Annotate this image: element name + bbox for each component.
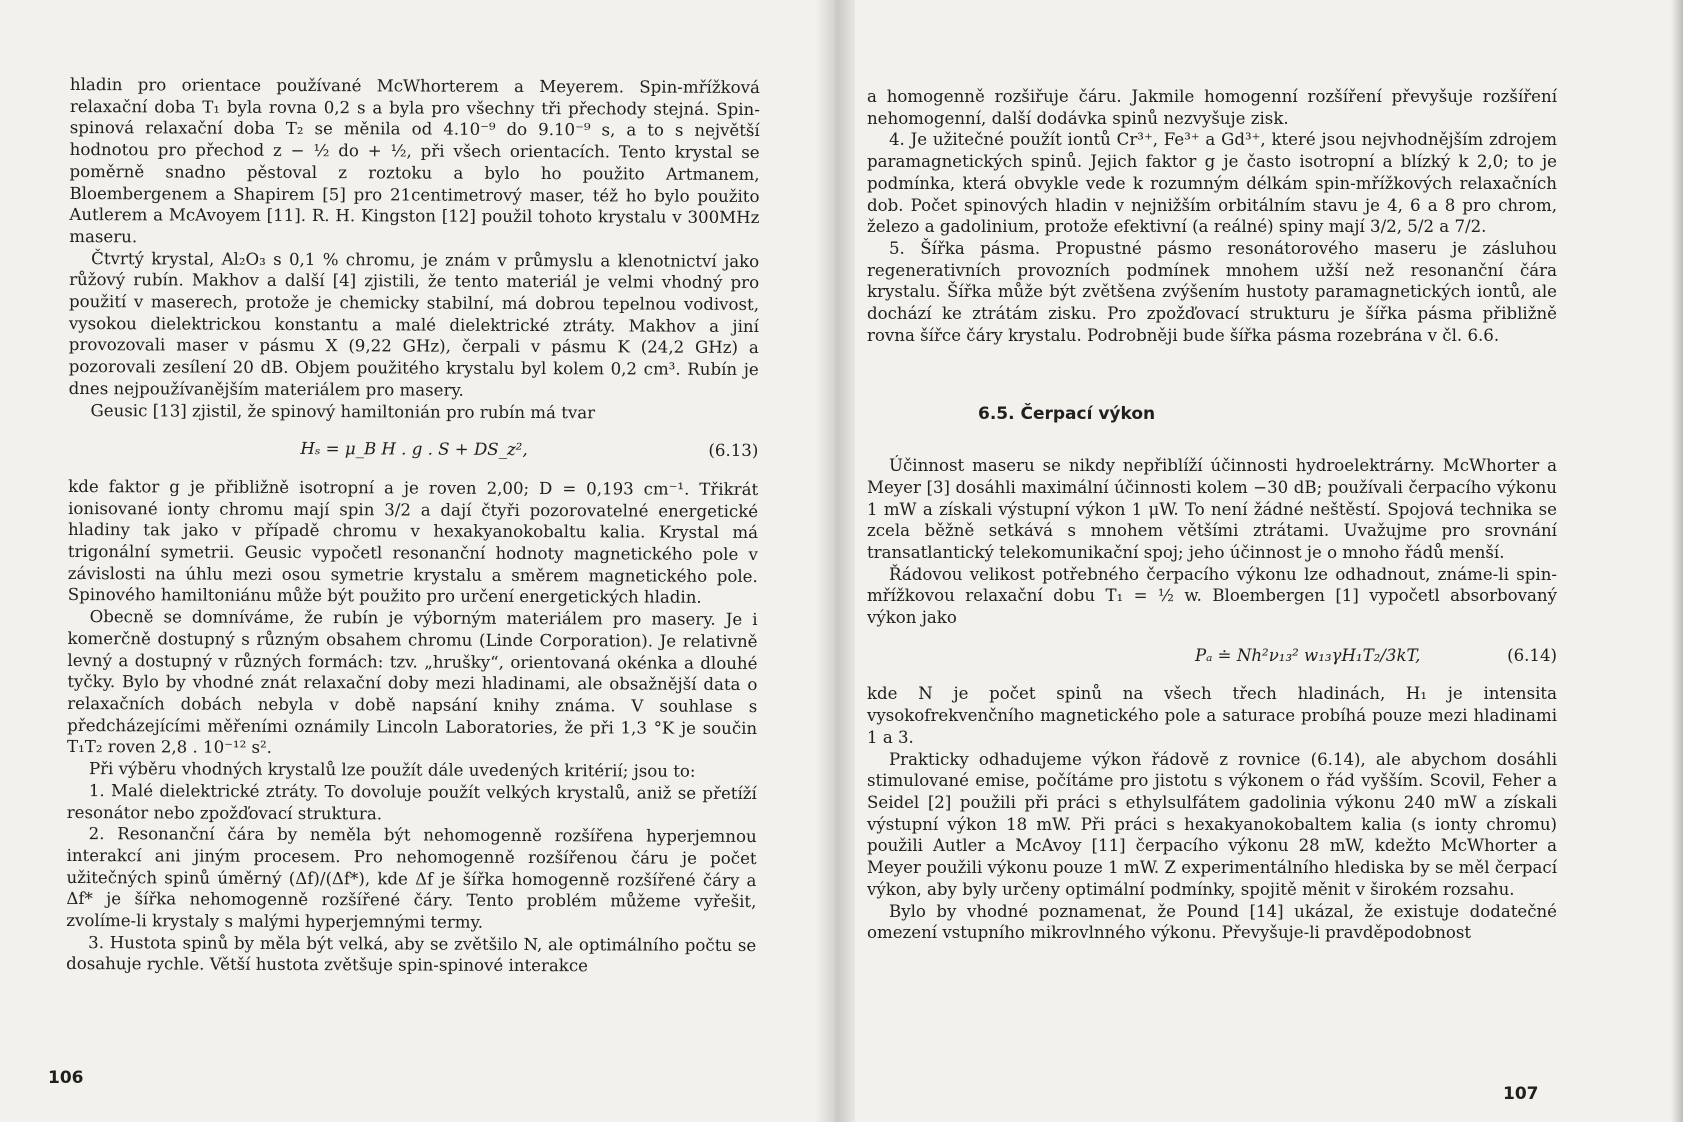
paragraph: Účinnost maseru se nikdy nepřiblíží účinnosti hydroelektrárny. McWhorter a Meyer [3] dosáhli maximální účinnosti kolem −30 dB; používali čerpacího výkonu 1 mW a získali výstupní výkon 1 μW. To není žádné neštěstí. Spojová technika se zcela běžně setkává s mnohem většími ztrátami. Uvažujme pro srovnání transatlantický telekomunikační spoj; jeho účinnost je o mnoho řádů menší. (867, 456, 1557, 562)
left-page (0, 0, 820, 1122)
paragraph: Při výběru vhodných krystalů lze použít dále uvedených kritérií; jsou to: (88, 759, 696, 781)
section-heading: 6.5. Čerpací výkon (978, 404, 1156, 425)
paragraph: Čtvrtý krystal, Al₂O₃ s 0,1 % chromu, je znám v průmyslu a klenotnictví jako růžový rubín. Makhov a další [4] zjistili, že tento materiál je velmi vhodný pro použití v maserech, protože je chemicky stabilní, má dobrou tepelnou vodivost, vysokou dielektrickou konstantu a malé dielektrické ztráty. Makhov a jiní provozovali maser v pásmu X (9,22 GHz), čerpali v pásmu K (24,2 GHz) a pozorovali zesílení 20 dB. Objem použitého krystalu byl kolem 0,2 cm³. Rubín je dnes nejpoužívanějším materiálem pro masery. (68, 248, 760, 400)
equation-formula: Pₐ ≐ Nh²ν₁₃² w₁₃γH₁T₂/3kT, (1195, 645, 1421, 665)
paragraph: Geusic [13] zjistil, že spinový hamiltonián pro rubín má tvar (90, 400, 596, 422)
paragraph: hladin pro orientace používané McWhorterem a Meyerem. Spin-mřížková relaxační doba T₁ byla rovna 0,2 s a byla pro všechny tři přechody stejná. Spin-spinová relaxační doba T₂ se měnila od 4.10⁻⁹ do 9.10⁻⁹ s, a to s největší hodnotou pro přechod z − ½ do + ½, při všech orientacích. Tento krystal se poměrně snadno pěstoval z roztoku a bylo ho použito Artmanem, Bloembergenem a Shapirem [5] pro 21centimetrový maser, též ho bylo použito Autlerem a McAvoyem [11]. R. H. Kingston [12] použil tohoto krystalu v 300MHz maseru. (69, 74, 760, 247)
equation-label: (6.14) (1507, 645, 1557, 665)
list-item: 2. Resonanční čára by neměla být nehomogenně rozšířena hyperjemnou interakcí ani jiným procesem. Pro nehomogenně rozšířenou čáru je počet užitečných spinů úměrný (Δf)/(Δf*), kde Δf je šířka homogenně rozšířené čáry a Δf* je šířka nehomogenně rozšířené čáry. Tento problém můžeme vyřešit, zvolíme-li krystaly s malými hyperjemnými termy. (66, 824, 757, 932)
paragraph: a homogenně rozšiřuje čáru. Jakmile homogenní rozšíření převyšuje rozšíření nehomogenní, další dodávka spinů nezvyšuje zisk. (867, 87, 1557, 128)
paragraph: kde N je počet spinů na všech třech hladinách, H₁ je intensita vysokofrekvenčního magnetického pole a saturace probíhá pouze mezi hladinami 1 a 3. (867, 684, 1557, 747)
equation-label: (6.13) (708, 441, 759, 461)
list-item: 4. Je užitečné použít iontů Cr³⁺, Fe³⁺ a Gd³⁺, které jsou nejvhodnějším zdrojem paramagnetických spinů. Jejich faktor g je často isotropní a blízký k 2,0; to je podmínka, která obvykle vede k rozumným délkám spin-mřížkových relaxačních dob. Počet spinových hladin v nejnižším orbitálním stavu je 4, 6 a 8 pro chrom, železo a gadolinium, protože efektivní (a reálné) spiny mají 3/2, 5/2 a 7/2. (867, 130, 1557, 237)
list-item: 5. Šířka pásma. Propustné pásmo resonátorového maseru je zásluhou regenerativních provozních podmínek mnohem užší než resonanční čára krystalu. Šířka může být zvětšena zvýšením hustoty paramagnetických iontů, ale dochází ke ztrátám zisku. Pro zpožďovací strukturu je šířka pásma přibližně rovna šířce čáry krystalu. Podrobněji bude šířka pásma rozebrána v čl. 6.6. (867, 238, 1557, 345)
equation-formula: Hₛ = μ_B H . g . S + DS_z², (300, 439, 528, 460)
equation-6-14 (867, 645, 1557, 667)
list-item: 3. Hustota spinů by měla být velká, aby se zvětšilo N, ale optimálního počtu se dosahuje rychle. Větší hustota zvětšuje spin-spinové interakce (66, 932, 757, 976)
page-number: 106 (48, 1068, 84, 1088)
paragraph: Obecně se domníváme, že rubín je výborným materiálem pro masery. Je i komerčně dostupný s různým obsahem chromu (Linde Corporation). Je relativně levný a dostupný v různých formách: tzv. „hrušky“, orientovaná okénka a dlouhé tyčky. Bylo by vhodné znát relaxační doby mezi hladinami, ale obsažnější data o relaxačních dobách nebyla v době napsání knihy známa. V souhlase s předcházejícími měřeními oznámily Lincoln Laboratories, že při 1,3 °K je součin T₁T₂ roven 2,8 . 10⁻¹² s². (67, 607, 758, 758)
right-text-column (867, 86, 1557, 944)
left-text-column (66, 74, 760, 978)
paragraph: kde faktor g je přibližně isotropní a je roven 2,00; D = 0,193 cm⁻¹. Třikrát ionisované ionty chromu mají spin 3/2 a dají čtyři pozorovatelné energetické hladiny tak jako v případě chromu v hexakyanokobaltu kalia. Krystal má trigonální symetrii. Geusic vypočetl resonanční hodnoty magnetického pole v závislosti na úhlu mezi osou symetrie krystalu a směrem magnetického pole. Spinového hamiltoniánu může být použito pro určení energetických hladin. (67, 476, 759, 608)
paragraph: Prakticky odhadujeme výkon řádově z rovnice (6.14), ale abychom dosáhli stimulované emise, počítáme pro jistotu s výkonem o řád vyšším. Scovil, Feher a Seidel [2] použili při práci s ethylsulfátem gadolinia výkonu 240 mW a získali výstupní výkon 18 mW. Při práci s hexakyanokobaltem kalia (s ionty chromu) použili Autler a McAvoy [11] čerpacího výkonu 28 mW, kdežto McWhorter a Meyer použili výkonu pouze 1 mW. Z experimentálního hlediska by se měl čerpací výkon, aby byly určeny optimální podmínky, spojitě měnit v širokém rozsahu. (867, 749, 1557, 899)
paragraph: Řádovou velikost potřebného čerpacího výkonu lze odhadnout, známe-li spin-mřížkovou relaxační dobu T₁ = ½ w. Bloembergen [1] vypočetl absorbovaný výkon jako (867, 564, 1557, 628)
equation-6-13 (68, 437, 758, 462)
list-item: 1. Malé dielektrické ztráty. To dovoluje použít velkých krystalů, aniž se přetíží resonátor nebo zpožďovací struktura. (66, 780, 757, 823)
paragraph: Bylo by vhodné poznamenat, že Pound [14] ukázal, že existuje dodatečné omezení vstupního mikrovlnného výkonu. Převyšuje-li pravděpodobnost (867, 901, 1557, 943)
right-page (855, 0, 1683, 1122)
book-gutter (815, 0, 855, 1122)
page-number: 107 (1503, 1084, 1539, 1104)
